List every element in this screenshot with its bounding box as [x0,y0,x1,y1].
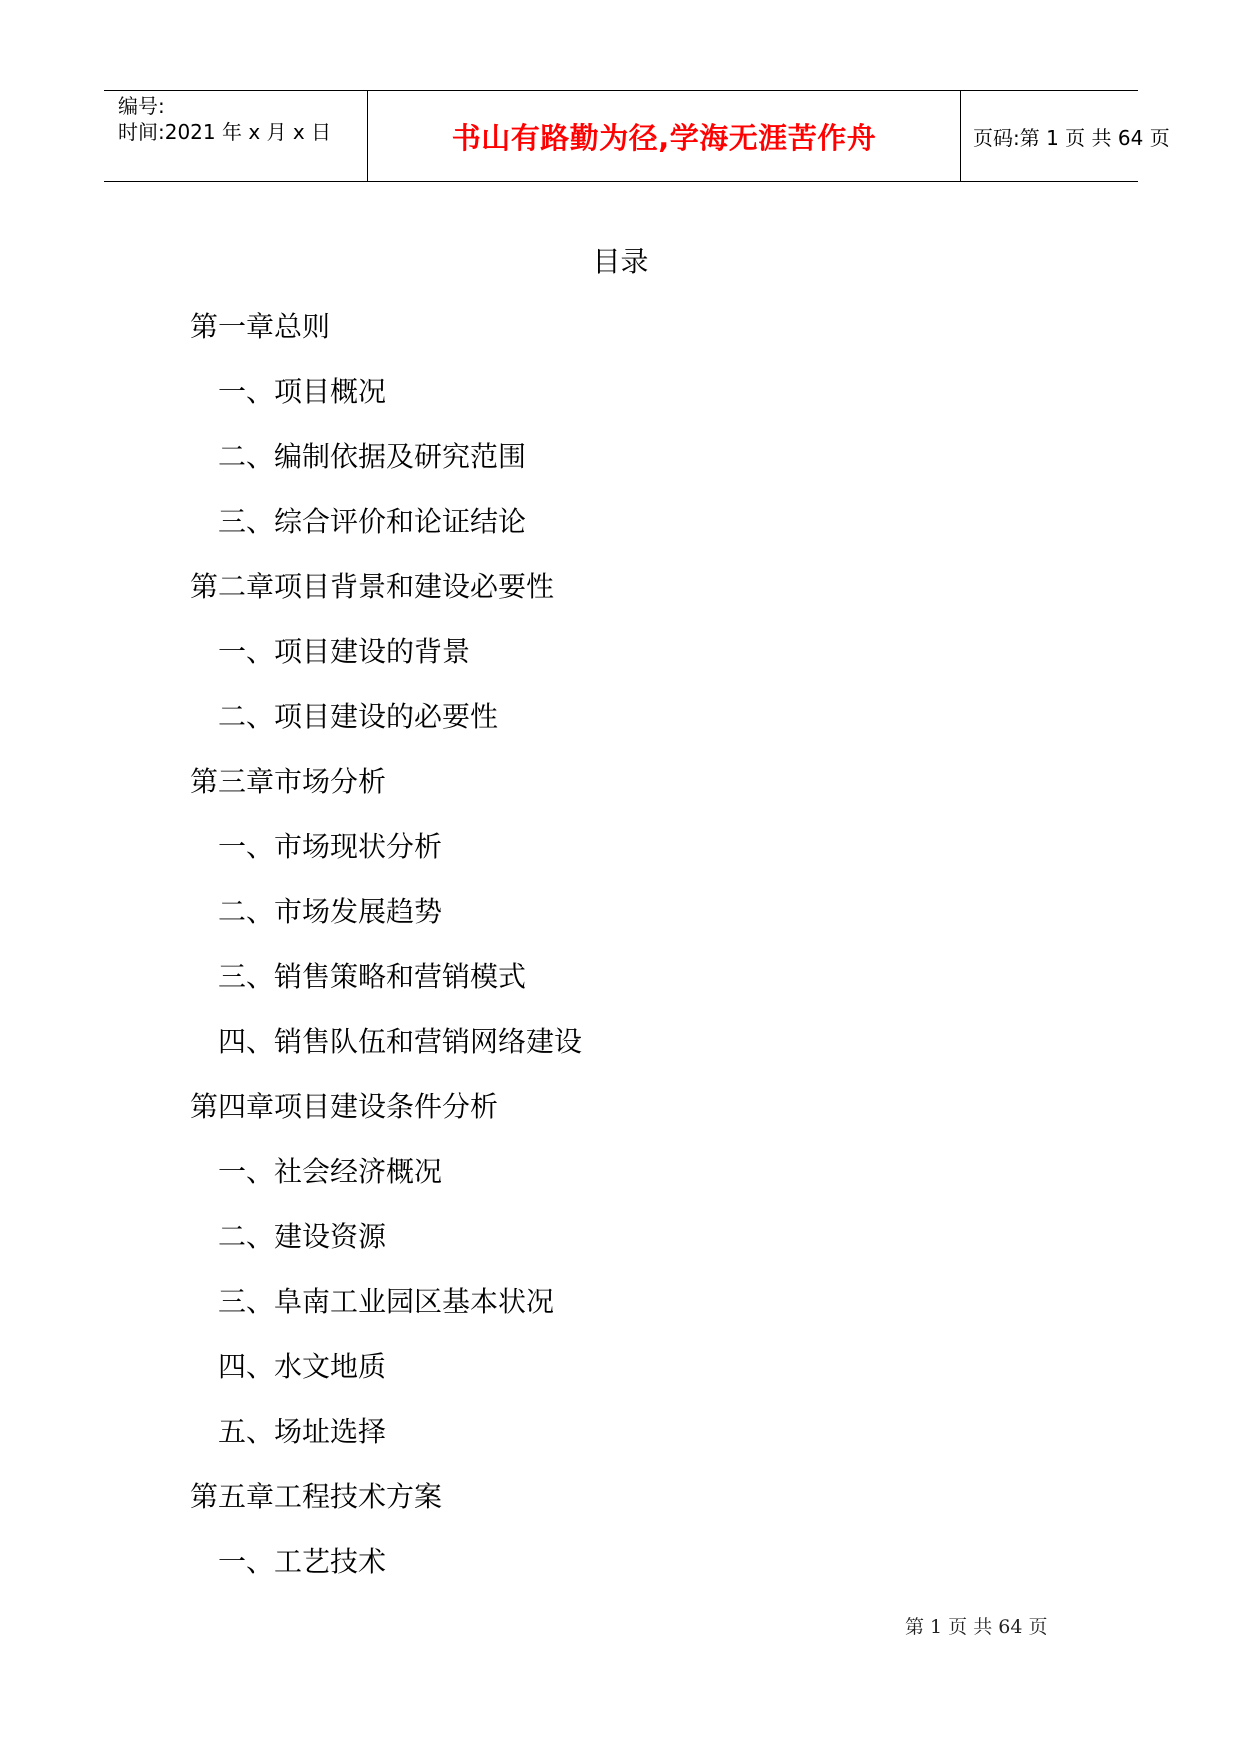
toc-section-entry: 二、建设资源 [218,1220,387,1253]
document-number-label: 编号: [118,94,165,118]
toc-section-entry: 二、市场发展趋势 [218,895,443,928]
toc-section-entry: 三、综合评价和论证结论 [218,505,527,538]
header-page-info: 页码:第 1 页 共 64 页 [973,125,1170,150]
toc-section-entry: 五、场址选择 [218,1415,387,1448]
toc-section-entry: 三、阜南工业园区基本状况 [218,1285,555,1318]
toc-section-entry: 一、项目概况 [218,375,387,408]
header-motto-cell [368,91,961,181]
toc-chapter-entry: 第四章项目建设条件分析 [190,1090,499,1123]
toc-section-entry: 四、水文地质 [218,1350,387,1383]
toc-chapter-entry: 第一章总则 [190,310,331,343]
header-page-cell [961,91,1170,181]
header-meta-cell [104,91,368,181]
toc-title: 目录 [592,245,649,278]
toc-section-entry: 三、销售策略和营销模式 [218,960,527,993]
toc-section-entry: 二、项目建设的必要性 [218,700,499,733]
toc-chapter-entry: 第五章工程技术方案 [190,1480,443,1513]
toc-section-entry: 一、市场现状分析 [218,830,443,863]
toc-section-entry: 四、销售队伍和营销网络建设 [218,1025,583,1058]
toc-chapter-entry: 第二章项目背景和建设必要性 [190,570,555,603]
document-date-label: 时间:2021 年 x 月 x 日 [118,120,332,144]
header-motto: 书山有路勤为径,学海无涯苦作舟 [451,120,877,155]
toc-section-entry: 一、工艺技术 [218,1545,387,1578]
document-header [104,90,1170,182]
toc-section-entry: 一、项目建设的背景 [218,635,471,668]
toc-section-entry: 二、编制依据及研究范围 [218,440,527,473]
toc-chapter-entry: 第三章市场分析 [190,765,387,798]
page-footer: 第 1 页 共 64 页 [905,1616,1048,1638]
toc-section-entry: 一、社会经济概况 [218,1155,443,1188]
